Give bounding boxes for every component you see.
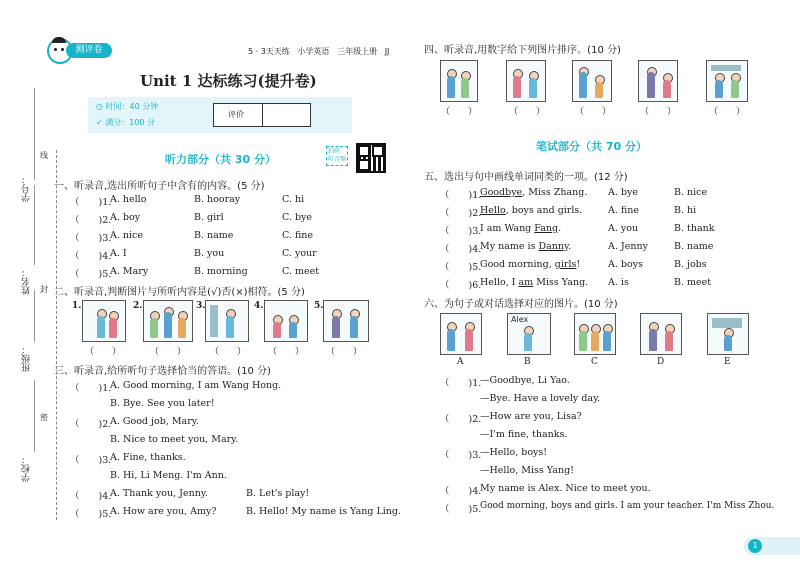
sentence: Good morning, girls!: [480, 259, 581, 270]
pic-letter: B: [524, 357, 531, 367]
option-b: B. girl: [194, 212, 224, 223]
option-c: C. meet: [282, 266, 320, 277]
dialogue-line: —How are you, Lisa?: [480, 411, 582, 422]
series-info: 5 · 3天天练 小学英语 三年级上册 JJ: [248, 47, 390, 56]
answer-bracket[interactable]: （ )2.: [70, 215, 112, 226]
q3-row: [70, 452, 186, 466]
answer-bracket[interactable]: （ )3.: [70, 233, 112, 244]
option-a: A. hello: [110, 194, 147, 205]
scene-image: [264, 300, 308, 342]
check-icon: ✓: [96, 118, 103, 127]
q3-option-b-line: [110, 434, 238, 445]
q3-title: 三、听录音,给所听句子选择恰当的答语。(10 分): [54, 366, 271, 377]
pic-letter: A: [457, 357, 464, 367]
dialogue-line: —Hello, boys!: [480, 447, 548, 458]
option-a: A. is: [608, 277, 629, 288]
q6-row: [440, 501, 775, 515]
q1-row: [70, 266, 320, 280]
pic-letter: D: [657, 357, 665, 367]
cut-mark-line: 线: [40, 151, 48, 160]
q4-title: 四、听录音,用数字给下列图片排序。(10 分): [424, 45, 621, 56]
q5-title: 五、选出与句中画线单词同类的一项。(12 分): [424, 172, 628, 183]
option-a: A. you: [608, 223, 639, 234]
answer-bracket[interactable]: （ ）: [85, 347, 122, 357]
name-label: 姓名：: [22, 268, 32, 295]
answer-bracket[interactable]: （ )1.: [440, 378, 482, 389]
option-b: B. Hello! My name is Yang Ling.: [246, 506, 402, 517]
q6-row: [440, 375, 570, 389]
answer-bracket[interactable]: （ )4.: [70, 251, 112, 262]
q6-title: 六、为句子或对话选择对应的图片。(10 分): [424, 299, 618, 310]
option-b: B. hooray: [194, 194, 241, 205]
q3-row: [70, 488, 310, 502]
qr-caption: 扫码 听音频: [326, 146, 348, 166]
option-a: A. Good morning, I am Wang Hong.: [110, 380, 282, 391]
dialogue-line: Good morning, boys and girls. I am your teacher. I'm Miss Zhou.: [480, 501, 775, 511]
option-a: A. Jenny: [608, 241, 648, 252]
option-a: A. Fine, thanks.: [110, 452, 186, 463]
q2-title: 二、听录音,判断图片与所听内容是(√)否(×)相符。(5 分): [54, 287, 305, 298]
rating-label: 评价: [228, 110, 244, 119]
listening-section-title: 听力部分（共 30 分）: [165, 153, 276, 166]
sentence: Hello, boys and girls.: [480, 205, 583, 216]
q3-option-b-line: [110, 470, 227, 481]
answer-bracket[interactable]: （ )3.: [440, 450, 482, 461]
q3-row: [70, 380, 282, 394]
q6-row: [440, 411, 582, 425]
sentence: My name is Danny.: [480, 241, 572, 252]
answer-bracket[interactable]: （ ）: [575, 107, 612, 117]
school-label: 学校：: [22, 455, 32, 482]
q1-row: [70, 212, 313, 226]
answer-bracket[interactable]: （ )4.: [70, 491, 112, 502]
cut-line: [56, 150, 57, 520]
answer-bracket[interactable]: （ )4.: [440, 486, 482, 497]
answer-bracket[interactable]: （ )1.: [70, 197, 112, 208]
scene-image: [706, 60, 748, 102]
fill-line: [34, 185, 35, 265]
scene-image: [640, 313, 682, 355]
page-number: 1: [748, 539, 762, 553]
q1-row: [70, 230, 314, 244]
q5-row: [440, 205, 697, 219]
cut-mark-seal: 封: [40, 285, 48, 294]
test-badge-label: 测评卷: [75, 45, 103, 55]
sentence: I am Wang Fang.: [480, 223, 562, 234]
option-a: A. Mary: [110, 266, 149, 277]
answer-bracket[interactable]: （ ）: [709, 107, 746, 117]
option-b: B. Hi, Li Meng. I'm Ann.: [110, 470, 227, 481]
writing-section-title: 笔试部分（共 70 分）: [536, 140, 647, 153]
answer-bracket[interactable]: （ )5.: [440, 262, 482, 273]
option-c: C. your: [282, 248, 317, 259]
fill-line: [34, 380, 35, 452]
q6-row: [440, 447, 548, 461]
time-text: ◷ 时间：40 分钟: [96, 102, 159, 111]
answer-bracket[interactable]: （ )4.: [440, 244, 482, 255]
score-text: ✓ 满分：100 分: [96, 118, 156, 127]
option-b: B. Nice to meet you, Mary.: [110, 434, 239, 445]
option-c: C. hi: [282, 194, 305, 205]
option-b: B. you: [194, 248, 225, 259]
pic-label: 2.: [133, 301, 143, 311]
answer-bracket[interactable]: （ ）: [150, 347, 187, 357]
q3-row: [70, 416, 199, 430]
pic-label: 4.: [254, 301, 264, 311]
answer-bracket[interactable]: （ )2.: [440, 414, 482, 425]
info-box: [88, 97, 352, 133]
dialogue-line: My name is Alex. Nice to meet you.: [480, 483, 651, 494]
scene-image: [440, 60, 478, 102]
answer-bracket[interactable]: （ ）: [210, 347, 247, 357]
scene-image: [82, 300, 126, 342]
test-badge: [66, 43, 112, 58]
q6-row: [440, 483, 651, 497]
option-b: B. thank: [674, 223, 715, 234]
answer-bracket[interactable]: （ )3.: [440, 226, 482, 237]
answer-bracket[interactable]: （ )2.: [440, 208, 482, 219]
answer-bracket[interactable]: （ )6.: [440, 280, 482, 291]
answer-bracket[interactable]: （ )1.: [70, 383, 112, 394]
pic-letter: C: [591, 357, 598, 367]
fill-line: [34, 290, 35, 342]
page-title: Unit 1 达标练习(提升卷): [140, 72, 317, 90]
answer-bracket[interactable]: （ ）: [326, 347, 363, 357]
class-label: 班级：: [22, 345, 32, 372]
scene-image: [205, 300, 249, 342]
option-a: A. boy: [110, 212, 141, 223]
option-c: C. bye: [282, 212, 313, 223]
option-b: B. meet: [674, 277, 712, 288]
q1-row: [70, 248, 317, 262]
pic-label: 3.: [196, 301, 206, 311]
clock-icon: ◷: [96, 102, 103, 111]
q1-row: [70, 194, 305, 208]
option-b: B. name: [674, 241, 714, 252]
answer-bracket[interactable]: （ )5.: [440, 504, 482, 515]
scene-image: [572, 60, 612, 102]
answer-bracket[interactable]: （ )5.: [70, 509, 112, 520]
q5-row: [440, 277, 712, 291]
scene-image: [323, 300, 369, 342]
option-a: A. Good job, Mary.: [110, 416, 199, 427]
student-id-label: 学号：: [22, 175, 32, 202]
answer-bracket[interactable]: （ )1.: [440, 190, 482, 201]
dialogue-line: —Goodbye, Li Yao.: [480, 375, 570, 386]
option-b: B. nice: [674, 187, 708, 198]
answer-bracket[interactable]: （ ）: [268, 347, 305, 357]
scene-image: [707, 313, 749, 355]
pic-letter: E: [724, 357, 731, 367]
option-b: B. hi: [674, 205, 697, 216]
answer-bracket[interactable]: （ ）: [509, 107, 546, 117]
scene-image: [143, 300, 193, 342]
pic-label: 1.: [72, 301, 82, 311]
answer-bracket[interactable]: （ ）: [441, 107, 478, 117]
q6-dialogue-reply: —Hello, Miss Yang!: [480, 465, 574, 476]
scene-image: [638, 60, 678, 102]
rating-box: [213, 103, 311, 127]
scene-image: [507, 313, 551, 355]
q6-dialogue-reply: —I'm fine, thanks.: [480, 429, 568, 440]
option-b: B. Let's play!: [246, 488, 310, 499]
option-b: B. name: [194, 230, 234, 241]
scene-image: [440, 313, 482, 355]
name-sign: Alex: [511, 315, 529, 324]
scene-image: [574, 313, 616, 355]
option-a: A. How are you, Amy?: [110, 506, 217, 517]
option-b: B. Bye. See you later!: [110, 398, 215, 409]
option-b: B. jobs: [674, 259, 707, 270]
q5-row: [440, 241, 714, 255]
sentence: Hello, I am Miss Yang.: [480, 277, 589, 288]
q5-row: [440, 223, 715, 237]
option-a: A. bye: [608, 187, 638, 198]
answer-bracket[interactable]: （ )3.: [70, 455, 112, 466]
q3-row: [70, 506, 402, 520]
option-a: A. Thank you, Jenny.: [110, 488, 208, 499]
q1-title: 一、听录音,选出所听句子中含有的内容。(5 分): [54, 181, 265, 192]
option-b: B. morning: [194, 266, 248, 277]
answer-bracket[interactable]: （ )2.: [70, 419, 112, 430]
answer-bracket[interactable]: （ ）: [640, 107, 677, 117]
option-a: A. nice: [110, 230, 143, 241]
q6-dialogue-reply: —Bye. Have a lovely day.: [480, 393, 601, 404]
cut-mark-secret: 密: [40, 413, 48, 422]
option-a: A. boys: [608, 259, 643, 270]
answer-bracket[interactable]: （ )5.: [70, 269, 112, 280]
fill-line: [34, 88, 35, 180]
q5-row: [440, 187, 708, 201]
scene-image: [506, 60, 546, 102]
qr-code-icon[interactable]: [356, 143, 386, 173]
option-a: A. fine: [608, 205, 639, 216]
option-c: C. fine: [282, 230, 314, 241]
option-a: A. I: [110, 248, 127, 259]
q3-option-b-line: [110, 398, 215, 409]
page-tab: [744, 537, 800, 555]
q5-row: [440, 259, 707, 273]
sentence: Goodbye, Miss Zhang.: [480, 187, 588, 198]
pic-label: 5.: [314, 301, 324, 311]
